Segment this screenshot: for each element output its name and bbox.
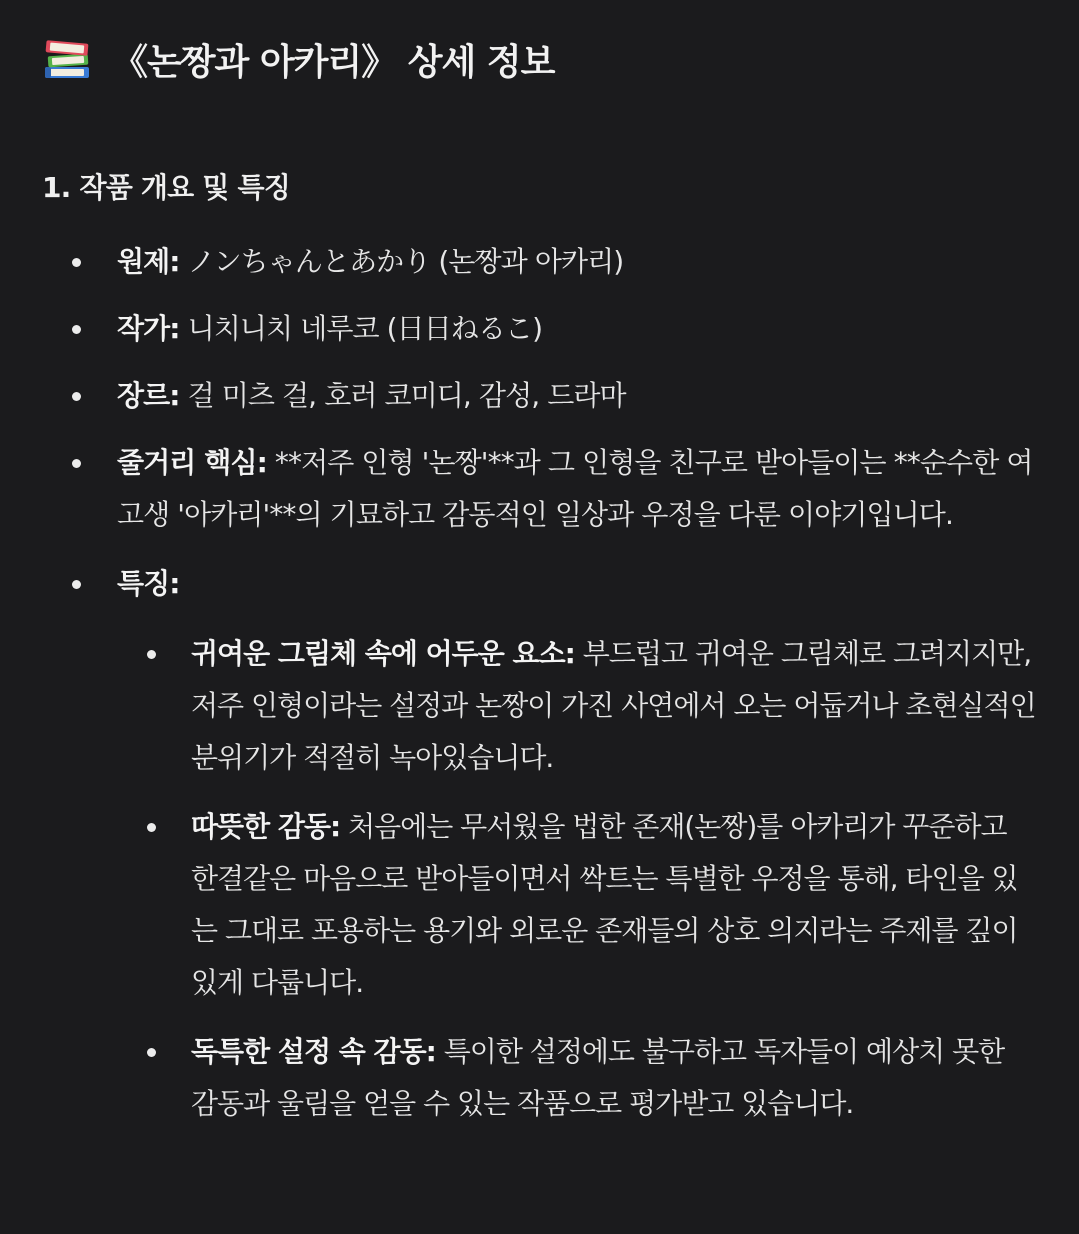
list-item-original-title	[72, 236, 1037, 288]
item-text: **저주 인형 '논짱'**과 그 인형을 친구로 받아들이는 **순수한 여고생 '아카리'**의 기묘하고 감동적인 일상과 우정을 다룬 이야기입니다.	[117, 446, 1033, 531]
bullet-icon	[72, 258, 81, 267]
item-label: 따뜻한 감동:	[191, 810, 341, 843]
section-heading: 1. 작품 개요 및 특징	[42, 171, 291, 204]
item-label: 작가:	[117, 312, 180, 345]
item-label: 독특한 설정 속 감동:	[191, 1035, 436, 1068]
item-label: 특징:	[117, 567, 180, 600]
item-label: 줄거리 핵심:	[117, 446, 267, 479]
list-item-plot	[72, 437, 1037, 541]
bullet-icon	[147, 823, 156, 832]
bullet-icon	[147, 650, 156, 659]
item-text: 부드럽고 귀여운 그림체로 그려지지만, 저주 인형이라는 설정과 논짱이 가진 사연에서 오는 어둡거나 초현실적인 분위기가 적절히 녹아있습니다.	[191, 637, 1036, 774]
list-item-features	[72, 558, 1037, 1130]
feature-item	[147, 1026, 1037, 1130]
item-label: 장르:	[117, 379, 180, 412]
item-text: 걸 미츠 걸, 호러 코미디, 감성, 드라마	[179, 379, 626, 412]
item-text: 특이한 설정에도 불구하고 독자들이 예상치 못한 감동과 울림을 얻을 수 있는 작품으로 평가받고 있습니다.	[191, 1035, 1005, 1120]
bullet-icon	[72, 392, 81, 401]
bullet-icon	[72, 580, 81, 589]
item-label: 원제:	[117, 245, 180, 278]
bullet-icon	[72, 325, 81, 334]
page-title: 《논짱과 아카리》 상세 정보	[112, 41, 555, 83]
bullet-icon	[147, 1048, 156, 1057]
bullet-icon	[72, 459, 81, 468]
features-list	[147, 628, 1037, 1130]
item-text: 니치니치 네루코 (日日ねるこ)	[179, 312, 543, 345]
books-icon	[42, 37, 92, 81]
item-label: 귀여운 그림체 속에 어두운 요소:	[191, 637, 575, 670]
feature-item	[147, 628, 1037, 784]
feature-item	[147, 801, 1037, 1009]
item-text: ノンちゃんとあかり (논짱과 아카리)	[179, 245, 624, 278]
item-text: 처음에는 무서웠을 법한 존재(논짱)를 아카리가 꾸준하고 한결같은 마음으로 받아들이면서 싹트는 특별한 우정을 통해, 타인을 있는 그대로 포용하는 용기와 외로운 존재들의 상호 의지라는 주제를 깊이 있게 다룹니다.	[191, 810, 1018, 999]
title-row	[42, 34, 1037, 84]
overview-list	[72, 236, 1037, 1130]
list-item-genre	[72, 370, 1037, 422]
list-item-author	[72, 303, 1037, 355]
